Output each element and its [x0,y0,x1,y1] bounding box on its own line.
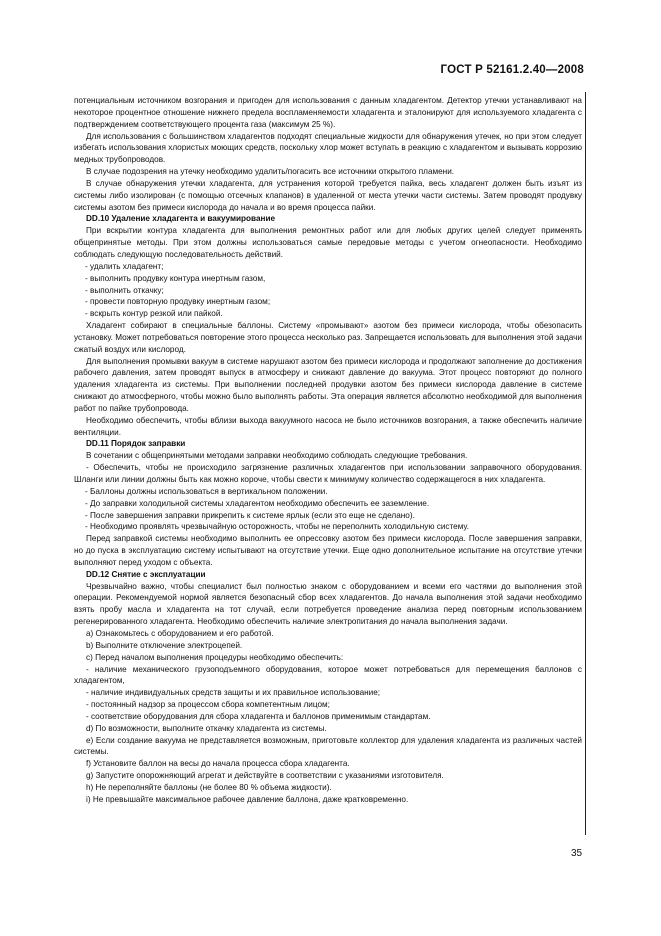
section-heading: DD.11 Порядок заправки [86,439,186,449]
paragraph: В случае подозрения на утечку необходимо удалить/погасить все источники открытого пламени. [86,167,455,177]
list-item: - выполнить продувку контура инертным газом, [85,273,266,283]
list-item: - выполнить откачку; [85,285,164,295]
paragraph: b) Выполните отключение электроцепей. [86,640,243,650]
paragraph: f) Установите баллон на весы до начала процесса сбора хладагента. [86,759,350,769]
list-item: - Баллоны должны использоваться в вертикальном положении. [85,486,328,496]
section-heading: DD.10 Удаление хладагента и вакуумирование [86,214,276,224]
paragraph: d) По возможности, выполните откачку хладагента из системы. [86,723,327,733]
paragraph: Необходимо обеспечить, чтобы вблизи выхода вакуумного насоса не было источников возгорания, а также обеспечить наличие вентиляции. [74,415,582,437]
list-item: - удалить хладагент; [85,261,164,271]
list-item: - После завершения заправки прикрепить к системе ярлык (если это еще не сделано). [85,510,415,520]
paragraph: Хладагент собирают в специальные баллоны. Систему «промывают» азотом без примеси кислорода, чтобы обезопасить установку. Может потребоваться повторение этого процесса несколько раз. Запрещается использовать для выполнения этой задачи сжатый воздух или кислород. [74,321,582,354]
paragraph: - постоянный надзор за процессом сбора компетентным лицом; [86,700,330,710]
list-item: - До заправки холодильной системы хладагентом необходимо обеспечить ее заземление. [85,498,430,508]
paragraph: a) Ознакомьтесь с оборудованием и его работой. [86,628,274,638]
paragraph: i) Не превышайте максимальное рабочее давление баллона, даже кратковременно. [86,794,409,804]
paragraph: Чрезвычайно важно, чтобы специалист был полностью знаком с оборудованием и всеми его частями до выполнения этой операции. Рекомендуемой нормой является безопасный сбор всех хладагентов. До начала выполнения этой задачи необходимо взять пробу масла и хладагента на тот случай, если потребуется проведение анализа перед повторным использованием регенерированного хладагента. Необходимо обеспечить наличие электропитания до начала выполнения задачи. [74,581,582,627]
paragraph: c) Перед началом выполнения процедуры необходимо обеспечить: [86,652,344,662]
paragraph: В случае обнаружения утечки хладагента, для устранения которой требуется пайка, весь хладагент должен быть изъят из системы либо изолирован (с помощью отсечных клапанов) в удаленной от места утечки части системы. Затем проводят продувку системы азотом без примеси кислорода до начала и во время процесса пайки. [74,178,582,212]
page-body [74,95,582,806]
paragraph: потенциальным источником возгорания и пригоден для использования с данным хладагентом. Детектор утечки устанавливают на некоторое процентное отношение нижнего предела воспламеняемости хладагента и эталонируют для используемого хладагента с подтверждением соответствующего процента газа (максимум 25 %). [74,96,582,129]
standard-designation: ГОСТ Р 52161.2.40—2008 [440,64,584,76]
margin-rule [585,92,586,835]
paragraph: e) Если создание вакуума не представляется возможным, приготовьте коллектор для удаления хладагента из различных частей системы. [74,735,582,757]
list-item: - Необходимо проявлять чрезвычайную осторожность, чтобы не переполнить холодильную систему. [85,522,469,532]
list-item: - вскрыть контур резкой или пайкой. [85,309,223,319]
paragraph: g) Запустите опорожняющий агрегат и действуйте в соответствии с указаниями изготовителя. [86,771,444,781]
section-heading: DD.12 Снятие с эксплуатации [86,569,206,579]
paragraph: - наличие индивидуальных средств защиты и их правильное использование; [86,688,381,698]
page-number: 35 [571,848,583,859]
paragraph: Для выполнения промывки вакуум в системе нарушают азотом без примеси кислорода и продолжают заполнение до достижения рабочего давления, затем проводят выпуск в атмосферу и снижают давление до вакуума. Этот процесс повторяют до полного удаления хладагента из системы. При выполнении последней продувки азотом без примеси кислорода давление в системе снижают до атмосферного, чтобы можно было выполнять работы. Эта операция является абсолютно необходимой для выполнения работ по пайке трубопровода. [74,356,582,413]
paragraph: - наличие механического грузоподъемного оборудования, которое может потребоваться для перемещения баллонов с хладагентом, [74,664,582,686]
paragraph: h) Не переполняйте баллоны (не более 80 % объема жидкости). [86,782,332,792]
paragraph: Перед заправкой системы необходимо выполнить ее опрессовку азотом без примеси кислорода. После завершения заправки, но до пуска в эксплуатацию систему испытывают на отсутствие утечки. Еще одно дополнительное испытание на отсутствие утечки выполняют перед уходом с объекта. [74,534,582,567]
paragraph: - Обеспечить, чтобы не происходило загрязнение различных хладагентов при использовании заправочного оборудования. Шланги или линии должны быть как можно короче, чтобы свести к минимуму количество содержащегося в них хладагента. [74,463,582,484]
paragraph: Для использования с большинством хладагентов подходят специальные жидкости для обнаружения утечек, но при этом следует избегать использования хлористых моющих средств, поскольку хлор может вступать в реакцию с хладагентом и вызывать коррозию медных трубопроводов. [74,131,582,165]
paragraph: При вскрытии контура хладагента для выполнения ремонтных работ или для любых других целей следует применять общепринятые методы. При этом должны использоваться самые передовые методы с учетом огнеопасности. Необходимо соблюдать следующую последовательность действий. [74,226,582,259]
paragraph: В сочетании с общепринятыми методами заправки необходимо соблюдать следующие требования. [86,451,468,461]
list-item: - провести повторную продувку инертным газом; [85,297,271,307]
paragraph: - соответствие оборудования для сбора хладагента и баллонов применимым стандартам. [86,711,431,721]
